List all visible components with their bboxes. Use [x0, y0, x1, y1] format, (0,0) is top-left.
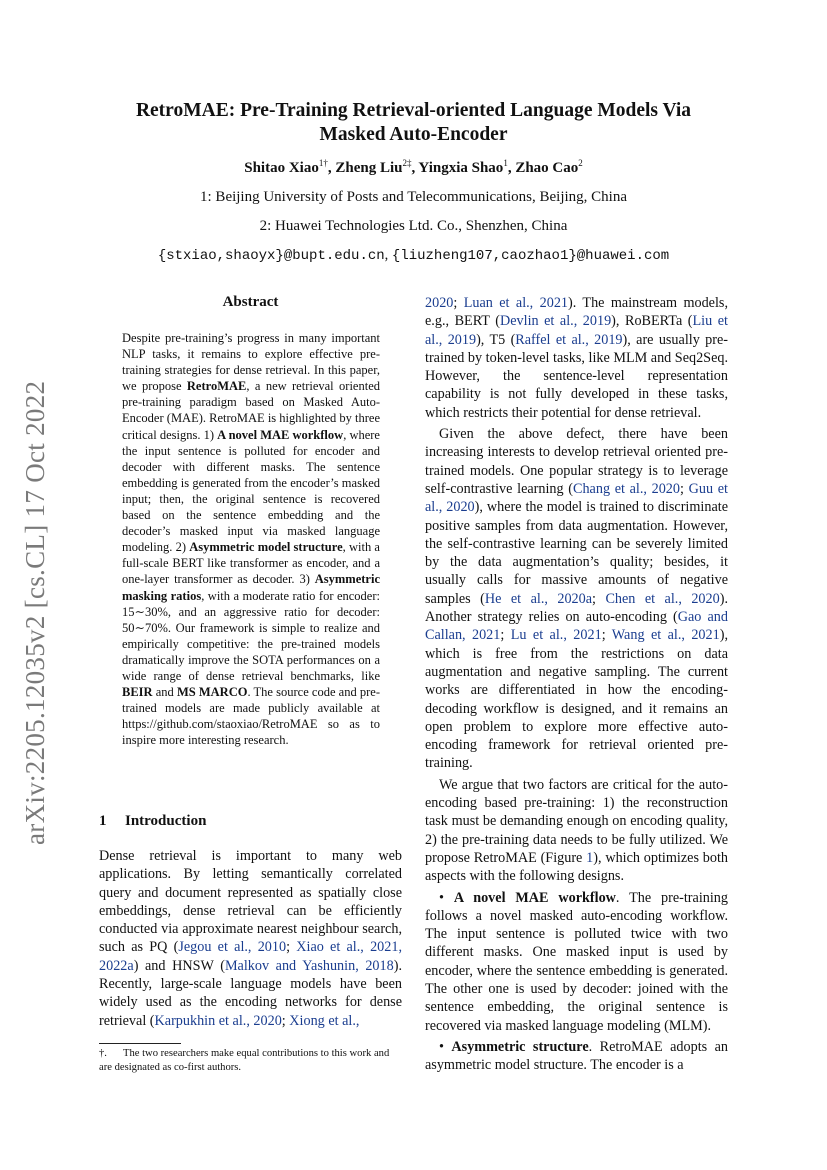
email-group-1: {stxiao,shaoyx} — [157, 248, 284, 264]
author-name: Shitao Xiao — [244, 160, 319, 176]
author-separator: , — [327, 160, 336, 176]
author-mark: 1 — [503, 158, 508, 168]
body-text: ), which optimizes both aspects with the following designs. — [425, 849, 728, 885]
email-separator: , — [384, 247, 392, 263]
footnote — [99, 1047, 402, 1074]
abstract-heading: Abstract — [222, 294, 279, 310]
abstract-bold: MS MARCO — [176, 685, 248, 700]
paragraph-two-factors — [425, 776, 728, 886]
citation-link[interactable]: Luan et al., 2021 — [463, 295, 569, 311]
paragraph-mae-workflow — [425, 889, 728, 1035]
abstract-text: , a new retrieval oriented pre-training paradigm based on Masked Auto-Encoder (MAE). RetroMAE is highlighted by three critical designs. 1) — [122, 379, 380, 442]
body-text: ) and HNSW ( — [133, 957, 225, 974]
author-emails[interactable] — [90, 247, 737, 264]
body-text: ), where the model is trained to discriminate positive samples from data augmentation. However, the self-contrastive learning can be severely limited by the data augmentation’s quality; besides, it usually calls for massive amounts of negative samples ( — [425, 499, 728, 607]
author-mark: 2 — [578, 158, 583, 168]
bullet-title: A novel MAE workflow — [453, 889, 616, 906]
author-mark: 2‡ — [402, 158, 412, 168]
body-text: ). Another strategy relies on auto-encoding ( — [425, 590, 728, 626]
footnote-mark: †. — [99, 1048, 107, 1059]
citation-link[interactable]: Chen et al., 2020 — [605, 590, 720, 607]
paragraph-defect — [425, 425, 728, 773]
author-name: Zheng Liu — [335, 160, 403, 176]
body-text: ), RoBERTa ( — [611, 313, 693, 330]
section-title: Introduction — [125, 813, 207, 829]
body-text: . The pre-training follows a novel masked auto-encoding workflow. The input sentence is polluted twice with two different masks. One masked input is used by encoder, where the sentence embedding is generated. The other one is used by decoder: joined with the sentence embedding, the original sentence is recovered via masked language modeling (MLM). — [425, 889, 728, 1034]
bullet: • — [439, 889, 454, 906]
affiliation-2: 2: Huawei Technologies Ltd. Co., Shenzhen, China — [259, 218, 568, 234]
citation-link[interactable]: Raffel et al., 2019 — [515, 331, 623, 348]
abstract-bold: A novel MAE workflow — [217, 427, 344, 442]
citation-link[interactable]: He et al., 2020a — [484, 590, 593, 607]
body-text: . RetroMAE adopts an asymmetric model structure. The encoder is a — [425, 1038, 729, 1074]
author-separator: , — [411, 160, 419, 176]
body-text: ; — [601, 627, 612, 644]
email-domain-2: @huawei.com — [576, 248, 670, 264]
body-text: Dense retrieval is important to many web applications. By letting semantically correlated query and document represented as spatially close embeddings, dense retrieval can be efficiently conducted via approximate nearest neighbour search, such as PQ ( — [99, 848, 402, 956]
citation-link[interactable]: Xiong et al., — [289, 1012, 360, 1029]
citation-link[interactable]: Guu et al., 2020 — [425, 480, 728, 516]
bullet-title: Asymmetric structure — [451, 1038, 589, 1055]
abstract-bold: Asymmetric model structure — [189, 540, 343, 555]
email-domain-1: @bupt.edu.cn — [283, 248, 385, 264]
body-text: ; — [281, 1012, 290, 1029]
author-list — [90, 158, 737, 177]
citation-link[interactable]: Xiao et al., 2021, 2022a — [99, 939, 402, 974]
body-text: We argue that two factors are critical for the auto-encoding based pre-training: 1) the reconstruction task must be demanding enough on encoding quality, 2) the pre-training data needs to be fully utilized. We propose RetroMAE (Figure — [425, 776, 728, 866]
citation-link[interactable]: Jegou et al., 2010 — [178, 939, 287, 956]
title-line-1: RetroMAE: Pre-Training Retrieval-oriented Language Models Via — [135, 100, 692, 121]
abstract-body — [122, 330, 380, 748]
author-mark: 1† — [318, 158, 328, 168]
author-name: Yingxia Shao — [418, 160, 504, 176]
author-name: Zhao Cao — [515, 160, 579, 176]
right-column — [425, 294, 728, 1074]
body-text: ; — [680, 480, 689, 497]
figure-reference-link[interactable]: 1 — [586, 849, 594, 866]
paper-title — [90, 99, 737, 147]
section-number: 1 — [99, 813, 107, 829]
abstract-bold: RetroMAE — [186, 379, 247, 394]
citation-link[interactable]: Malkov and Yashunin, 2018 — [224, 957, 394, 974]
body-text: Given the above defect, there have been increasing interests to develop retrieval oriented pre-trained models. One popular strategy is to leverage self-contrastive learning ( — [425, 426, 728, 497]
author-separator: , — [507, 160, 516, 176]
body-text: ; — [500, 627, 511, 644]
paragraph-asymmetric-structure — [425, 1038, 728, 1075]
abstract-text: Despite pre-training’s progress in many important NLP tasks, it remains to explore effective pre-training strategies for dense retrieval. In this paper, we propose — [122, 331, 380, 394]
citation-link[interactable]: Devlin et al., 2019 — [499, 313, 612, 330]
paragraph-mainstream-models — [425, 294, 728, 422]
footnote-rule — [99, 1043, 181, 1044]
section-heading-introduction — [99, 813, 206, 830]
body-text: ), which is free from the restrictions on data augmentation and negative sampling. The current works are differentiated in how the encoding-decoding workflow is designed, and it remains an open problem to explore more effective auto-encoding framework for retrieval oriented pre-training. — [425, 627, 728, 772]
citation-link[interactable]: Wang et al., 2021 — [611, 627, 720, 644]
affiliation-1: 1: Beijing University of Posts and Telecommunications, Beijing, China — [200, 189, 627, 205]
abstract-text: and — [152, 685, 177, 700]
body-text: ), T5 ( — [476, 331, 516, 348]
body-text: ; — [592, 590, 606, 607]
citation-link[interactable]: Chang et al., 2020 — [573, 480, 680, 497]
bullet: • — [439, 1038, 452, 1055]
citation-link[interactable]: Lu et al., 2021 — [510, 627, 602, 644]
abstract-text: , where the input sentence is polluted for encoder and decoder with different masks. The sentence embedding is generated from the encoder’s masked input; then, the original sentence is recovered based on the sentence embedding and the decoder’s masked input via masked language modeling. 2) — [122, 427, 380, 555]
body-text: ), are usually pre-trained by token-level tasks, like MLM and Seq2Seq. However, the sentence-level representation capability is not fully developed in these tasks, which restricts their potential for dense retrieval. — [425, 331, 729, 421]
title-line-2: Masked Auto-Encoder — [319, 124, 508, 145]
email-group-2: {liuzheng107,caozhao1} — [391, 248, 577, 264]
citation-link[interactable]: Liu et al., 2019 — [425, 313, 728, 348]
introduction-paragraph — [99, 847, 402, 1030]
body-text: ; — [286, 939, 297, 956]
abstract-text: , with a moderate ratio for encoder: 15∼30%, and an aggressive ratio for decoder: 50∼70%. Our framework is simple to realize and empirically competitive: the pre-trained models dramatically improve the SOTA performances on a wide range of dense retrieval benchmarks, like — [122, 588, 380, 683]
arxiv-identifier: arXiv:2205.12035v2 [cs.CL] 17 Oct 2022 — [20, 380, 50, 845]
abstract-bold: BEIR — [122, 685, 153, 700]
body-text: ). Recently, large-scale language models have been widely used as the encoding networks for dense retrieval ( — [99, 957, 402, 1029]
body-text: ; — [453, 295, 464, 311]
citation-link[interactable]: Gao and Callan, 2021 — [425, 609, 728, 644]
abstract-bold: Asymmetric masking ratios — [122, 572, 380, 603]
body-text: ). The mainstream models, e.g., BERT ( — [425, 295, 728, 330]
abstract-text: , with a full-scale BERT like transformer as encoder, and a one-layer transformer as decoder. 3) — [122, 540, 380, 587]
citation-link[interactable]: 2020 — [425, 295, 454, 311]
citation-link[interactable]: Karpukhin et al., 2020 — [154, 1012, 282, 1029]
footnote-text: The two researchers make equal contributions to this work and are designated as co-first authors. — [99, 1048, 390, 1073]
abstract-text: . The source code and pre-trained models are made publicly available at https://github.com/staoxiao/RetroMAE so as to inspire more interesting research. — [122, 685, 380, 748]
